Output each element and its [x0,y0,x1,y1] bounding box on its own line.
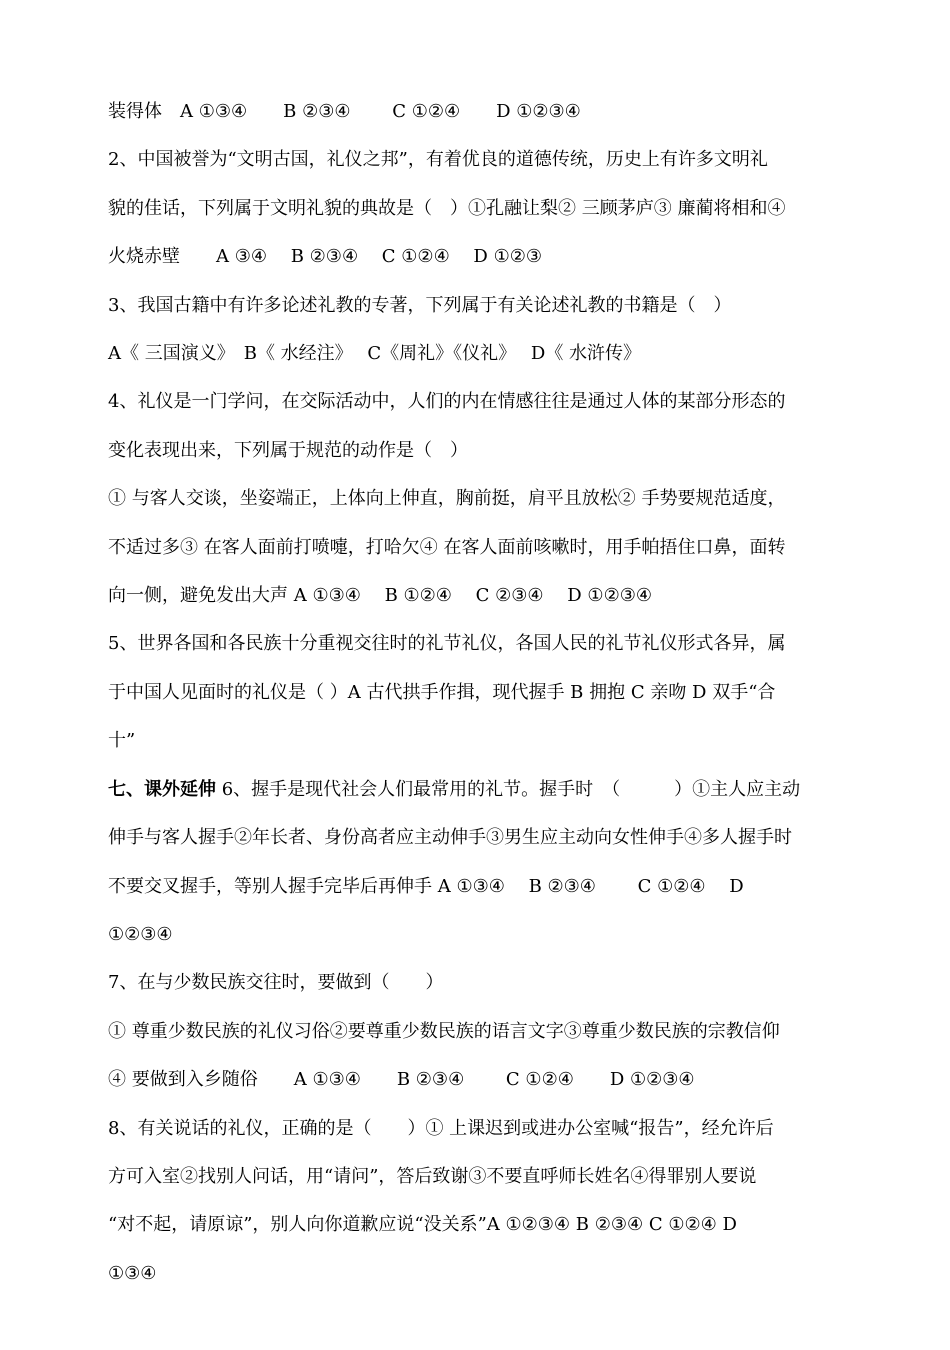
text-line-1: 装得体 A ①③④ B ②③④ C ①②④ D ①②③④ [108,101,581,122]
question-8-line-3: “对不起，请原谅”，别人向你道歉应说“没关系”A ①②③④ B ②③④ C ①②④ D [108,1214,737,1236]
question-3-line-1: 3、我国古籍中有许多论述礼教的专著，下列属于有关论述礼教的书籍是（ ） [108,294,732,316]
question-4-line-2: 变化表现出来，下列属于规范的动作是（ ） [108,439,468,461]
question-4-line-1: 4、礼仪是一门学问，在交际活动中，人们的内在情感往往是通过人体的某部分形态的 [108,391,786,413]
question-7-line-2: ① 尊重少数民族的礼仪习俗②要尊重少数民族的语言文字③尊重少数民族的宗教信仰 [108,1020,780,1042]
question-6-text: 6、握手是现代社会人们最常用的礼节。握手时 （ ）①主人应主动 [216,778,801,800]
question-6-line-1 [108,766,870,814]
question-6-line-2: 伸手与客人握手②年长者、身份高者应主动伸手③男生应主动向女性伸手④多人握手时 [108,827,792,849]
question-5-line-2: 于中国人见面时的礼仪是（ ）A 古代拱手作揖，现代握手 B 拥抱 C 亲吻 D 双手“合 [108,681,776,703]
document-body [108,88,870,1298]
question-3-options: A《 三国演义》 B《 水经注》 C《周礼》《仪礼》 D《 水浒传》 [108,343,642,365]
question-5-line-1: 5、世界各国和各民族十分重视交往时的礼节礼仪，各国人民的礼节礼仪形式各异，属 [108,633,786,655]
question-7-line-3: ④ 要做到入乡随俗 A ①③④ B ②③④ C ①②④ D ①②③④ [108,1069,695,1091]
question-8-line-4: ①③④ [108,1262,157,1284]
question-8-line-2: 方可入室②找别人问话，用“请问”，答后致谢③不要直呼师长姓名④得罪别人要说 [108,1165,757,1187]
question-2-line-3: 火烧赤壁 A ③④ B ②③④ C ①②④ D ①②③ [108,246,542,268]
question-4-line-4: 不适过多③ 在客人面前打喷嚏，打哈欠④ 在客人面前咳嗽时，用手帕捂住口鼻，面转 [108,536,786,558]
question-5-line-3: 十” [108,730,136,752]
question-6-line-4: ①②③④ [108,923,173,945]
question-7-line-1: 7、在与少数民族交往时，要做到（ ） [108,972,444,994]
section-heading: 七、课外延伸 [108,778,216,800]
question-4-line-5: 向一侧，避免发出大声 A ①③④ B ①②④ C ②③④ D ①②③④ [108,585,652,607]
question-6-line-3: 不要交叉握手，等别人握手完毕后再伸手 A ①③④ B ②③④ C ①②④ D [108,875,744,897]
question-2-line-2: 貌的佳话，下列属于文明礼貌的典故是（ ）①孔融让梨② 三顾茅庐③ 廉蔺将相和④ [108,197,786,219]
question-4-line-3: ① 与客人交谈，坐姿端正，上体向上伸直，胸前挺，肩平且放松② 手势要规范适度， [108,488,786,510]
question-8-line-1: 8、有关说话的礼仪，正确的是（ ）① 上课迟到或进办公室喊“报告”，经允许后 [108,1117,774,1139]
question-2-line-1: 2、中国被誉为“文明古国，礼仪之邦”，有着优良的道德传统，历史上有许多文明礼 [108,149,768,171]
